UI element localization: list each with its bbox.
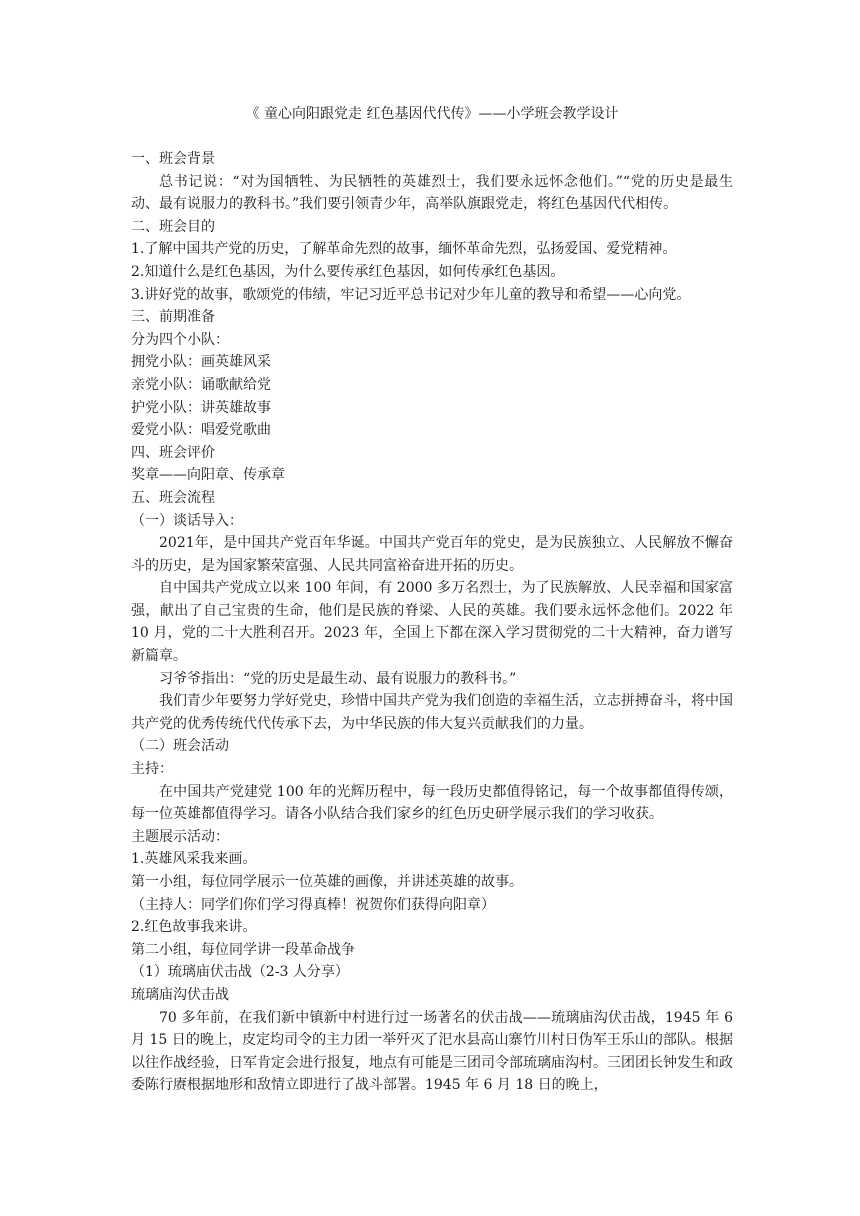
paragraph: 分为四个小队： [131, 331, 229, 348]
paragraph: 在中国共产党建党 100 年的光辉历程中，每一段历史都值得铭记，每一个故事都值得传颂，每一位英雄都值得学习。请各小队结合我们家乡的红色历史研学展示我们的学习收获。 [131, 783, 733, 823]
paragraph: （1）琉璃庙伏击战（2-3 人分享） [131, 964, 349, 981]
paragraph: 第一小组，每位同学展示一位英雄的画像，并讲述英雄的故事。 [131, 874, 523, 890]
document-body [131, 103, 733, 1097]
paragraph: 习爷爷指出：“党的历史是最生动、最有说服力的教科书。” [159, 670, 517, 687]
paragraph: （主持人：同学们你们学习得真棒！祝贺你们获得向阳章） [131, 896, 495, 913]
paragraph: 拥党小队：画英雄风采 [131, 354, 271, 371]
paragraph: 2.知道什么是红色基因，为什么要传承红色基因，如何传承红色基因。 [131, 263, 565, 280]
subsection-heading: （二）班会活动 [131, 738, 229, 755]
paragraph: 我们青少年要努力学好党史，珍惜中国共产党为我们创造的幸福生活，立志拼搏奋斗，将中国共产党的优秀传统代代传承下去，为中华民族的伟大复兴贡献我们的力量。 [131, 693, 733, 732]
section-heading: 三、前期准备 [131, 309, 215, 326]
paragraph: 2021年，是中国共产党百年华诞。中国共产党百年的党史，是为民族独立、人民解放不懈奋斗的历史，是为国家繁荣富强、人民共同富裕奋进开拓的历史。 [131, 535, 733, 574]
paragraph: 琉璃庙沟伏击战 [131, 986, 229, 1003]
paragraph: 亲党小队：诵歌献给党 [131, 376, 271, 393]
paragraph: 爱党小队：唱爱党歌曲 [131, 422, 271, 439]
paragraph-list [131, 148, 733, 1097]
section-heading: 一、班会背景 [131, 151, 215, 167]
paragraph: 1.了解中国共产党的历史，了解革命先烈的故事，缅怀革命先烈，弘扬爱国、爱党精神。 [131, 241, 677, 258]
paragraph: 总书记说：“对为国牺牲、为民牺牲的英雄烈士，我们要永远怀念他们。”“党的历史是最生动、最有说服力的教科书。”我们要引领青少年，高举队旗跟党走，将红色基因代代相传。 [131, 173, 733, 213]
paragraph: 护党小队：讲英雄故事 [131, 399, 271, 416]
paragraph: 1.英雄风采我来画。 [131, 851, 257, 868]
paragraph: 主题展示活动： [131, 828, 229, 845]
section-heading: 二、班会目的 [131, 218, 215, 235]
subsection-heading: （一）谈话导入： [131, 512, 243, 529]
paragraph: 第二小组，每位同学讲一段革命战争 [131, 941, 355, 958]
paragraph: 奖章——向阳章、传承章 [131, 467, 285, 484]
document-title: 《 童心向阳跟党走 红色基因代代传》——小学班会教学设计 [245, 106, 619, 122]
section-heading: 四、班会评价 [131, 444, 215, 461]
paragraph: 3.讲好党的故事，歌颂党的伟绩，牢记习近平总书记对少年儿童的教导和希望——心向党。 [131, 286, 691, 303]
paragraph: 2.红色故事我来讲。 [131, 919, 257, 936]
paragraph: 主持： [131, 761, 173, 778]
section-heading: 五、班会流程 [131, 489, 215, 506]
paragraph: 70 多年前，在我们新中镇新中村进行过一场著名的伏击战——琉璃庙沟伏击战，1945 年 6 月 15 日的晚上，皮定均司令的主力团一举歼灭了汜水县高山寨竹川村日伪军王乐山的部队。根据以往作战经验，日军肯定会进行报复，地点有可能是三团司令部琉璃庙沟村。三团团长钟发生和政委陈行赓根据地形和敌情立即进行了战斗部署。1945 年 6 月 18 日的晚上， [131, 1009, 733, 1094]
paragraph: 自中国共产党成立以来 100 年间，有 2000 多万名烈士，为了民族解放、人民幸福和国家富强，献出了自己宝贵的生命，他们是民族的脊梁、人民的英雄。我们要永远怀念他们。2022 年 10 月，党的二十大胜利召开。2023 年，全国上下都在深入学习贯彻党的二十大精神，奋力谱写新篇章。 [131, 580, 733, 665]
